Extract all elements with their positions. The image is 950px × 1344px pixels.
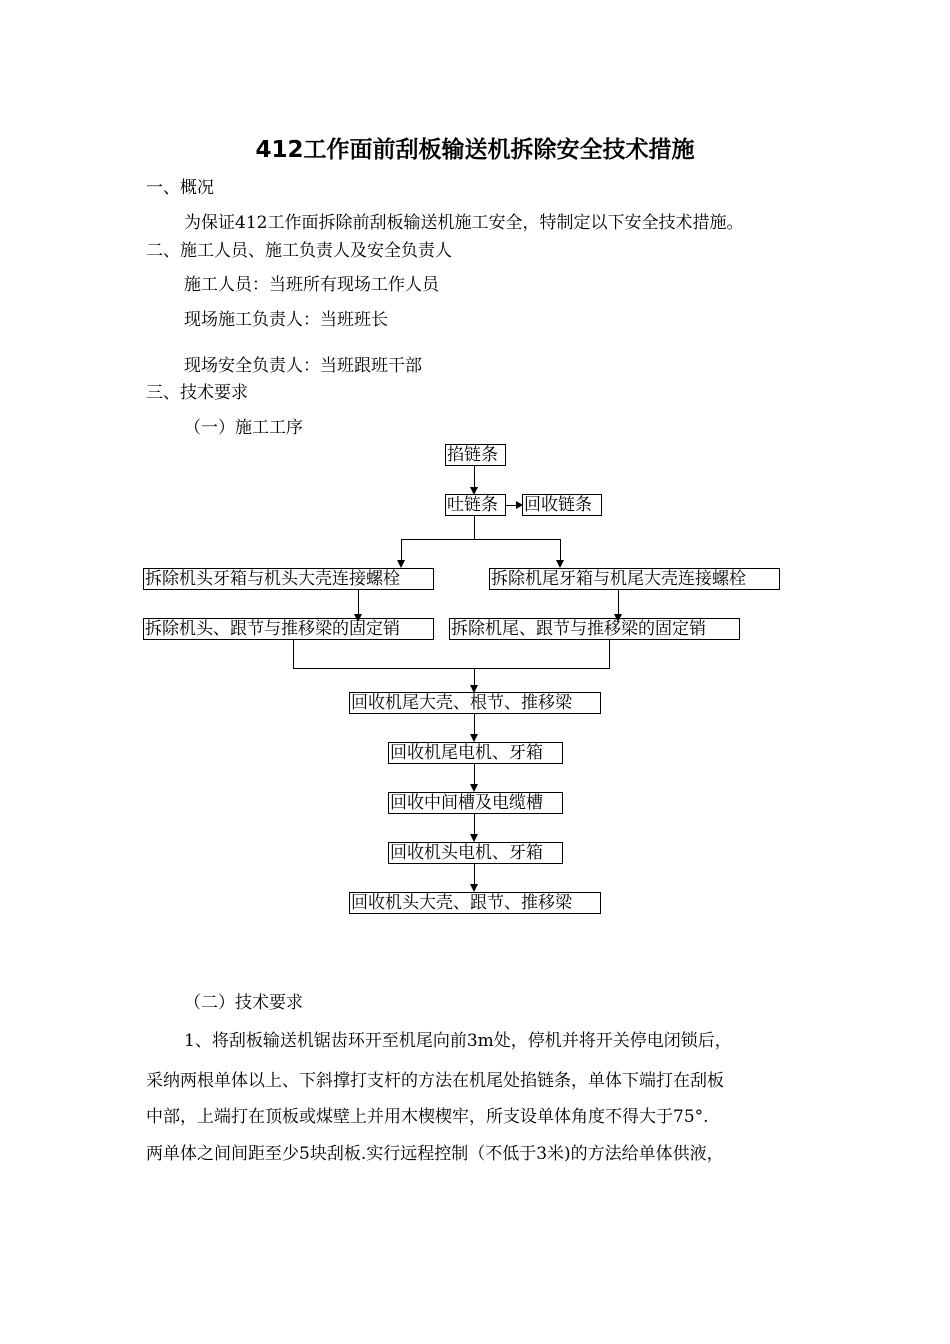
requirement-line-3: 中部，上端打在顶板或煤壁上并用木楔楔牢，所支设单体角度不得大于75°.	[146, 1107, 709, 1127]
arrow-down-icon	[470, 784, 478, 792]
flow-connector	[401, 539, 560, 540]
requirement-line-2: 采纳两根单体以上、下斜撑打支杆的方法在机尾处掐链条，单体下端打在刮板	[146, 1071, 724, 1091]
flow-connector	[293, 640, 294, 668]
site-lead-line: 现场施工负责人：当班班长	[184, 310, 388, 330]
section-1-body: 为保证412工作面拆除前刮板输送机施工安全，特制定以下安全技术措施。	[184, 213, 744, 233]
requirement-line-1: 1、将刮板输送机锯齿环开至机尾向前3m处，停机并将开关停电闭锁后，	[184, 1031, 732, 1051]
flow-step-tail-bolts: 拆除机尾牙箱与机尾大壳连接螺栓	[489, 568, 780, 590]
flow-step-recover-middle-trough: 回收中间槽及电缆槽	[388, 792, 563, 814]
document-title: 412工作面前刮板输送机拆除安全技术措施	[255, 137, 695, 163]
flow-connector	[609, 640, 610, 668]
flow-connector	[474, 764, 475, 785]
flow-step-tail-pins: 拆除机尾、跟节与推移梁的固定销	[449, 618, 740, 640]
flow-connector	[474, 516, 475, 539]
flow-step-pick-chain: 掐链条	[445, 444, 506, 466]
arrow-down-icon	[470, 834, 478, 842]
flow-step-recover-head-shell: 回收机头大壳、跟节、推移梁	[349, 892, 601, 914]
subsection-procedure: （一）施工工序	[184, 418, 303, 438]
flow-connector	[401, 539, 402, 561]
arrow-down-icon	[470, 734, 478, 742]
flow-connector	[474, 714, 475, 735]
workers-line: 施工人员：当班所有现场工作人员	[184, 275, 439, 295]
flow-connector	[474, 466, 475, 488]
flow-step-recover-chain: 回收链条	[522, 494, 602, 516]
arrow-down-icon	[397, 560, 405, 568]
flow-connector	[358, 590, 359, 616]
flow-step-recover-head-motor: 回收机头电机、牙箱	[388, 842, 563, 864]
section-3-heading: 三、技术要求	[146, 383, 248, 403]
flow-connector	[474, 668, 475, 686]
flow-connector	[293, 668, 610, 669]
section-2-heading: 二、施工人员、施工负责人及安全负责人	[146, 241, 452, 261]
flow-step-recover-tail-motor: 回收机尾电机、牙箱	[388, 742, 563, 764]
flow-step-head-bolts: 拆除机头牙箱与机头大壳连接螺栓	[143, 568, 434, 590]
flow-step-head-pins: 拆除机头、跟节与推移梁的固定销	[143, 618, 434, 640]
arrow-down-icon	[556, 560, 564, 568]
flow-connector	[474, 864, 475, 885]
flow-connector	[618, 590, 619, 616]
requirement-line-4: 两单体之间间距至少5块刮板.实行远程控制（不低于3米)的方法给单体供液，	[146, 1144, 724, 1164]
flow-connector	[474, 814, 475, 835]
flow-step-release-chain: 吐链条	[445, 494, 506, 516]
arrow-down-icon	[470, 884, 478, 892]
flow-connector	[560, 539, 561, 561]
section-1-heading: 一、概况	[146, 178, 214, 198]
flow-step-recover-tail-shell: 回收机尾大壳、根节、推移梁	[349, 692, 601, 714]
subsection-requirements: （二）技术要求	[184, 993, 303, 1013]
safety-lead-line: 现场安全负责人：当班跟班干部	[184, 356, 422, 376]
